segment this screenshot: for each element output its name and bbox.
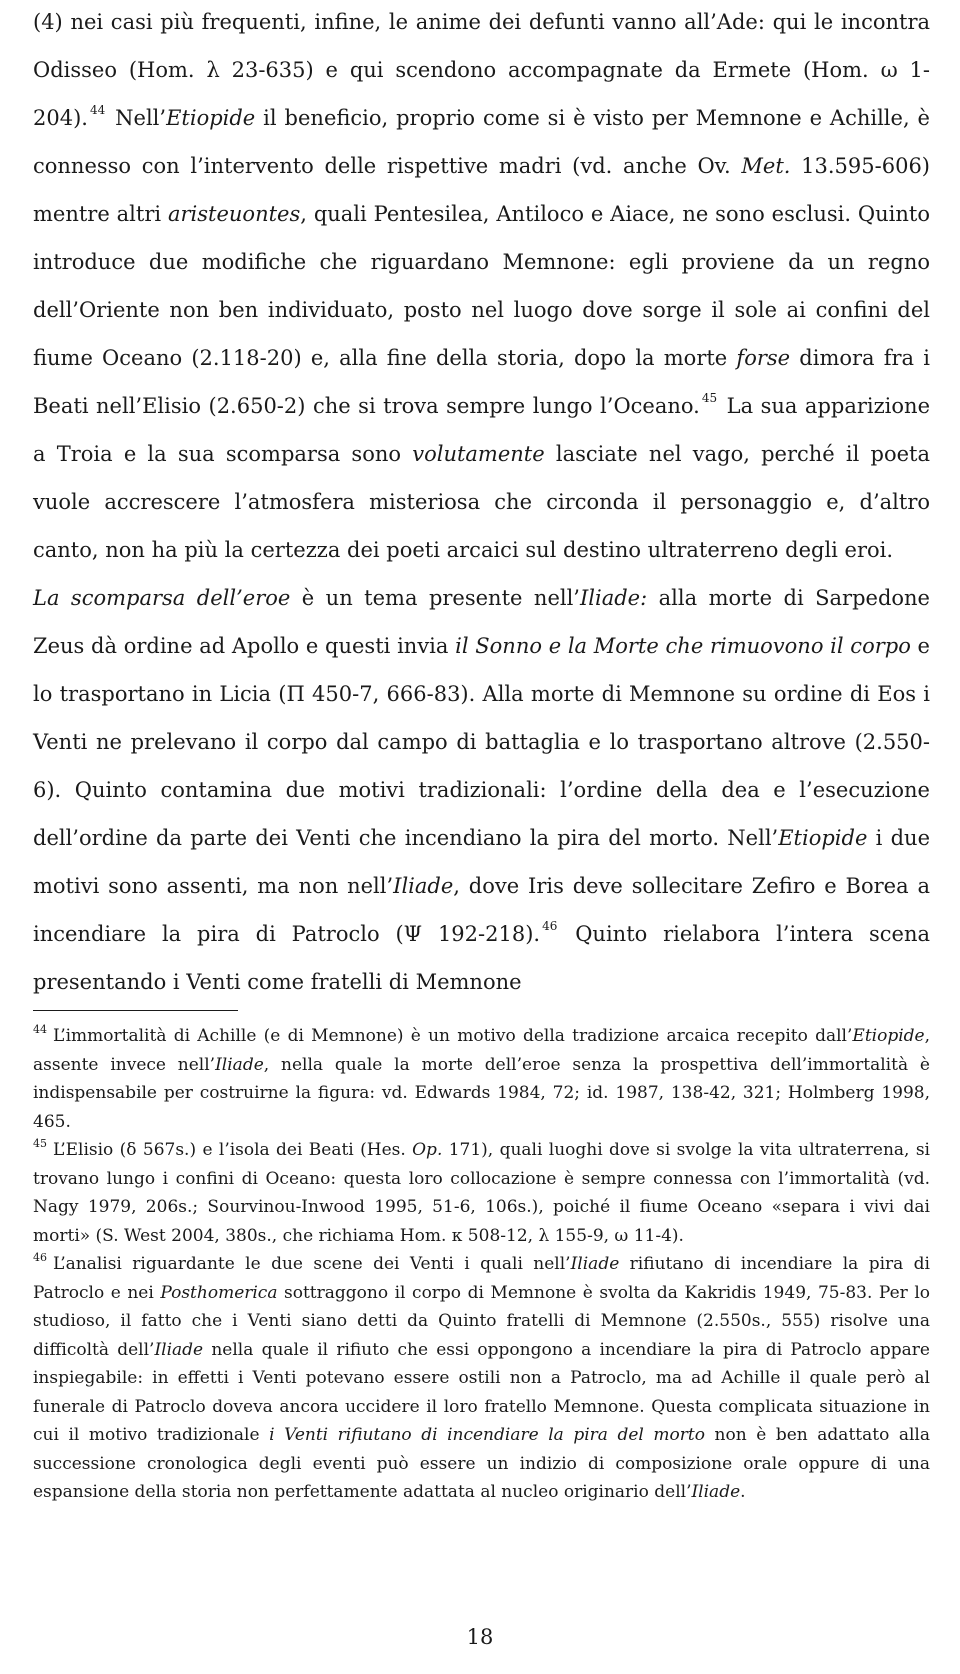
italic-run: forse (736, 346, 791, 370)
text-run: non è ben adattato alla successione cronologica degli eventi può essere un indizio di composizione orale oppure di una espansione della storia non perfettamente adattata al nucleo originario dell’ (33, 1425, 931, 1502)
italic-run: La scomparsa dell’eroe (33, 586, 291, 610)
text-run: il beneficio, proprio come si è visto per Memnone e Achille, è connesso con l’intervento delle rispettive madri (vd. anche Ov. (33, 106, 930, 178)
italic-run: Etiopide (852, 1026, 925, 1046)
text-run: 171), quali luoghi dove si svolge la vita ultraterrena, si trovano lungo i confini di Oceano: questa loro collocazione è sempre connessa con l’immortalità (vd. Nagy 1979, 206s.; Sourvinou-Inwood 1995, 51-6, 106s.), poiché il fiume Oceano «separa i vivi dai morti» (S. West 2004, 380s., che richiama Hom. κ 508-12, λ 155-9, ω 11-4). (33, 1140, 930, 1246)
italic-run: Iliade (215, 1054, 264, 1075)
text-run: La sua apparizione a Troia e la sua scomparsa sono (33, 394, 930, 466)
text-run: alla morte di Sarpedone Zeus dà ordine ad Apollo e questi invia (33, 586, 930, 658)
italic-run: Met. (741, 154, 791, 178)
text-run: Nell’ (107, 106, 167, 130)
italic-run: il Sonno e la Morte che rimuovono il corpo (455, 634, 911, 658)
text-run: 13.595-606) mentre altri (33, 154, 930, 226)
text-run: . (740, 1482, 746, 1502)
text-run: (4) nei casi più frequenti, infine, le anime dei defunti vanno all’Ade: qui le incontra Odisseo (Hom. λ 23-635) e qui scendono accompagnate da Ermete (Hom. ω 1-204). (33, 10, 930, 130)
text-run: L’Elisio (δ 567s.) e l’isola dei Beati (Hes. (53, 1140, 413, 1160)
text-run: e lo trasportano in Licia (Π 450-7, 666-83). Alla morte di Memnone su ordine di Eos i Venti ne prelevano il corpo dal campo di battaglia e lo trasportano altrove (2.550-6). Quinto contamina due motivi tradizionali: l’ordine della dea e l’esecuzione dell’ordine da parte dei Venti che incendiano la pira del morto. Nell’ (33, 634, 930, 850)
text-run: , dove Iris deve sollecitare Zefiro e Borea a incendiare la pira di Patroclo (Ψ 192-218). (33, 874, 930, 946)
italic-run: Etiopide (166, 106, 256, 130)
text-run: L’analisi riguardante le due scene dei Venti i quali nell’ (53, 1254, 571, 1274)
italic-run: Iliade: (579, 586, 648, 610)
footnote-number: 46 (33, 1251, 47, 1264)
footnote-45 (33, 1136, 930, 1250)
italic-run: Posthomerica (160, 1282, 278, 1303)
text-run: i due motivi sono assenti, ma non nell’ (33, 826, 930, 898)
footnote-ref-44[interactable]: 44 (89, 103, 106, 117)
footnote-46 (33, 1250, 930, 1507)
italic-run: Iliade (691, 1482, 741, 1502)
italic-run: volutamente (412, 442, 545, 466)
footnote-number: 44 (33, 1023, 47, 1036)
footnote-number: 45 (33, 1137, 47, 1150)
text-run: sottraggono il corpo di Memnone è svolta da Kakridis 1949, 75-83. Per lo studioso, il fatto che i Venti siano detti da Quinto fratelli di Memnone (2.550s., 555) risolve una difficoltà dell’ (33, 1282, 930, 1360)
main-text (33, 0, 930, 1006)
paragraph-1 (33, 0, 930, 574)
italic-run: i Venti rifiutano di incendiare la pira del morto (269, 1425, 705, 1445)
paragraph-2 (33, 574, 930, 1006)
page-number: 18 (466, 1625, 494, 1649)
footnote-divider (33, 1010, 238, 1011)
italic-run: Iliade (154, 1339, 204, 1360)
page-content (33, 0, 930, 1006)
footnote-ref-45[interactable]: 45 (701, 391, 718, 405)
text-run: nella quale il rifiuto che essi oppongono a incendiare la pira di Patroclo appare inspiegabile: in effetti i Venti potevano essere ostili non a Patroclo, ma ad Achille il quale però al funerale di Patroclo doveva ancora uccidere il loro fratello Memnone. Questa complicata situazione in cui il motivo tradizionale (33, 1339, 930, 1445)
footnote-ref-46[interactable]: 46 (542, 919, 558, 933)
text-run: , assente invece nell’ (33, 1026, 930, 1075)
text-run: lasciate nel vago, perché il poeta vuole accrescere l’atmosfera misteriosa che circonda il personaggio e, d’altro canto, non ha più la certezza dei poeti arcaici sul destino ultraterreno degli eroi. (33, 442, 931, 562)
italic-run: Iliade (570, 1254, 620, 1274)
italic-run: aristeuontes (167, 202, 301, 226)
text-run: Quinto rielabora l’intera scena presentando i Venti come fratelli di Memnone (33, 922, 931, 994)
italic-run: Op. (412, 1140, 443, 1160)
italic-run: Etiopide (778, 826, 868, 850)
text-run: , nella quale la morte dell’eroe senza la prospettiva dell’immortalità è indispensabile per costruirne la figura: vd. Edwards 1984, 72; id. 1987, 138-42, 321; Holmberg 1998, 465. (33, 1054, 930, 1132)
footnote-44 (33, 1022, 930, 1136)
footnotes (33, 1022, 930, 1507)
text-run: dimora fra i Beati nell’Elisio (2.650-2) che si trova sempre lungo l’Oceano. (33, 346, 930, 418)
italic-run: Iliade (393, 874, 454, 898)
text-run: , quali Pentesilea, Antiloco e Aiace, ne sono esclusi. Quinto introduce due modifiche che riguardano Memnone: egli proviene da un regno dell’Oriente non ben individuato, posto nel luogo dove sorge il sole ai confini del fiume Oceano (2.118-20) e, alla fine della storia, dopo la morte (33, 202, 930, 370)
text-run: L’immortalità di Achille (e di Memnone) è un motivo della tradizione arcaica recepito dall’ (53, 1026, 853, 1046)
text-run: è un tema presente nell’ (290, 586, 580, 610)
text-run: rifiutano di incendiare la pira di Patroclo e nei (33, 1254, 930, 1303)
